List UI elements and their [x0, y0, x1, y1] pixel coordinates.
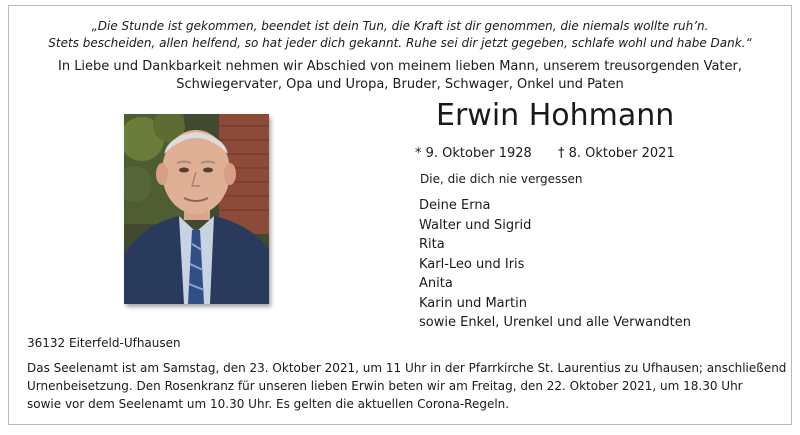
list-item: Karl-Leo und Iris	[419, 256, 525, 272]
death-date: † 8. Oktober 2021	[557, 146, 675, 161]
quote-line-2: Stets bescheiden, allen helfend, so hat jeder dich gekannt. Ruhe sei dir jetzt gegeben, schlafe wohl und habe Dank.“	[48, 36, 752, 50]
life-dates	[415, 146, 675, 161]
birth-date: * 9. Oktober 1928	[415, 146, 532, 161]
obituary-notice	[8, 5, 792, 425]
funeral-details	[27, 359, 786, 413]
intro-line-2: Schwiegervater, Opa und Uropa, Bruder, Schwager, Onkel und Paten	[176, 77, 624, 92]
memorial-quote	[9, 18, 791, 52]
quote-line-1: „Die Stunde ist gekommen, beendet ist dein Tun, die Kraft ist dir genommen, die niemals wollte ruh’n.	[91, 19, 709, 33]
remember-line: Die, die dich nie vergessen	[420, 172, 583, 186]
intro-line-1: In Liebe und Dankbarkeit nehmen wir Abschied von meinem lieben Mann, unserem treusorgenden Vater,	[57, 59, 742, 74]
notice-line-2: Urnenbeisetzung. Den Rosenkranz für unseren lieben Erwin beten wir am Freitag, den 22. Oktober 2021, um 18.30 Uhr	[27, 379, 743, 393]
portrait-photo	[124, 114, 269, 304]
list-item: Anita	[419, 276, 453, 291]
place-of-residence: 36132 Eiterfeld-Ufhausen	[27, 336, 181, 350]
notice-line-1: Das Seelenamt ist am Samstag, den 23. Oktober 2021, um 11 Uhr in der Pfarrkirche St. Laurentius zu Ufhausen; anschließend	[27, 361, 787, 375]
list-item: Deine Erna	[419, 198, 491, 213]
notice-line-3: sowie vor dem Seelenamt um 10.30 Uhr. Es gelten die aktuellen Corona-Regeln.	[27, 397, 510, 411]
list-item: Karin und Martin	[419, 295, 527, 311]
list-item: Walter und Sigrid	[419, 217, 532, 233]
family-list	[419, 196, 691, 333]
deceased-name: Erwin Hohmann	[436, 98, 675, 133]
list-item: sowie Enkel, Urenkel und alle Verwandten	[419, 315, 691, 330]
list-item: Rita	[419, 237, 445, 252]
farewell-intro	[9, 58, 791, 94]
